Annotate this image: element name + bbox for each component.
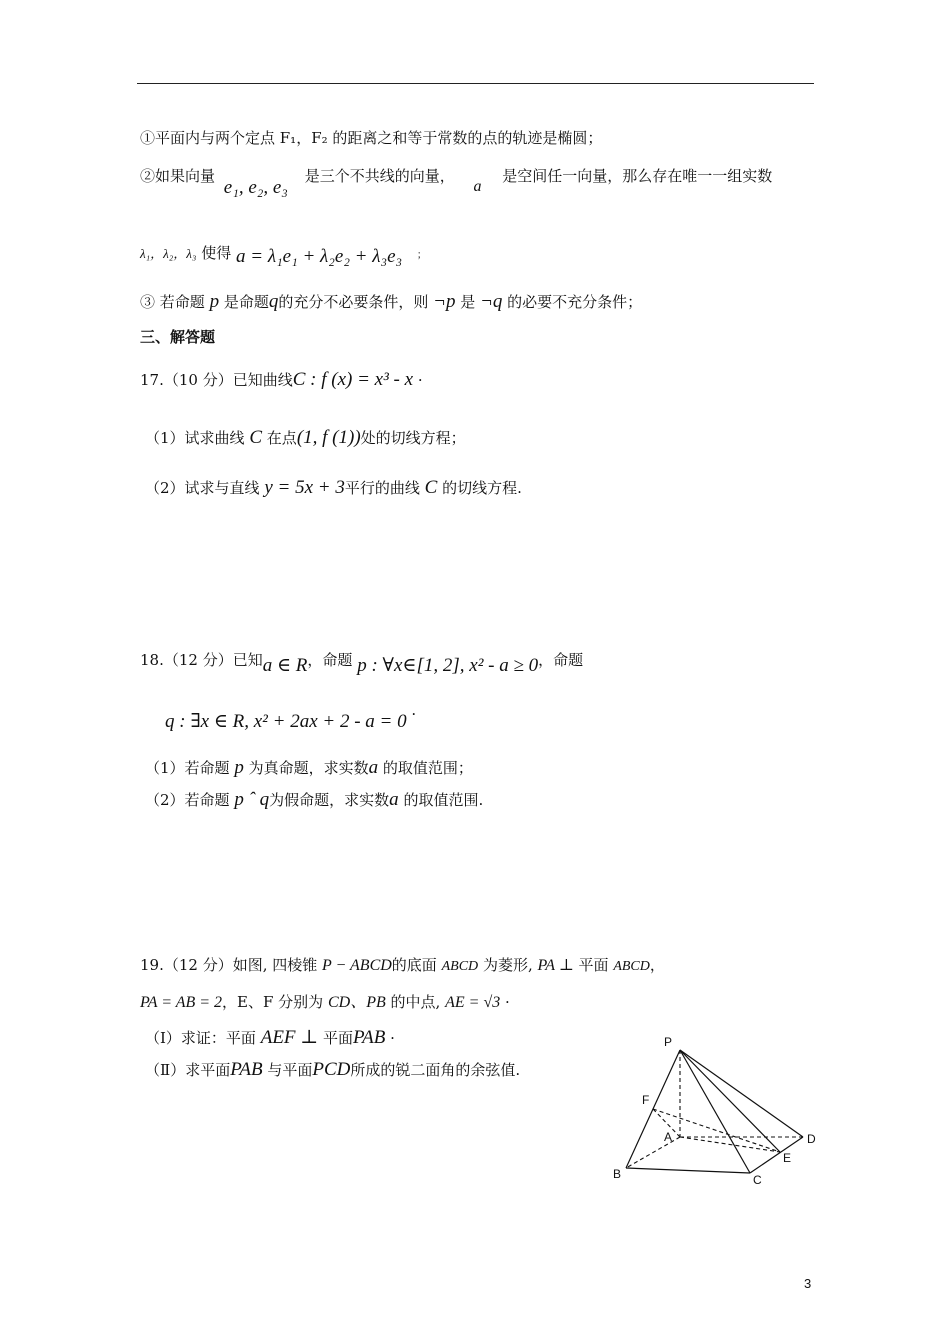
label-p: P <box>664 1035 673 1049</box>
pyramid-figure <box>608 1030 828 1190</box>
problem-18-stem: 18.（12 分）已知a ∈ R，命题 p : ∀x∈[1, 2], x² - a ≥ 0，命题 <box>140 651 584 676</box>
label-d: D <box>807 1132 816 1146</box>
problem-19-conditions: PA = AB = 2，E、F 分别为 CD、PB 的中点, AE = √3 · <box>140 993 510 1011</box>
statement-2: ②如果向量 e₁, e₂, e₃ 是三个不共线的向量， a 是空间任一向量，那么存在唯一一组实数 <box>140 167 773 198</box>
proposition-q-line: q : ∃x ∈ R, x² + 2ax + 2 - a = 0 · <box>165 705 417 732</box>
label-a: A <box>664 1130 673 1144</box>
tangent-point: (1, f (1)) <box>296 427 361 448</box>
vectors-e1-e2-e3: e₁, e₂, e₃ <box>223 177 288 198</box>
parallel-line: y = 5x + 3 <box>264 477 345 498</box>
linear-combination: a = λ₁e₁ + λ₂e₂ + λ₃e₃ <box>236 246 403 267</box>
problem-18-part-2: （2）若命题 p ˆ q为假命题，求实数a 的取值范围. <box>145 789 484 810</box>
edge-bc <box>626 1168 750 1173</box>
proposition-p: p : ∀x∈[1, 2], x² - a ≥ 0 <box>357 655 539 676</box>
segment-ae <box>680 1137 780 1152</box>
statement-3: ③ 若命题 p 是命题q的充分不必要条件，则 ¬p 是 ¬q 的必要不充分条件； <box>140 291 643 312</box>
proposition-q: q : ∃x ∈ R, x² + 2ax + 2 - a = 0 <box>165 711 407 732</box>
problem-19-part-1: （Ⅰ）求证：平面 AEF ⊥ 平面PAB · <box>145 1027 395 1048</box>
edge-cd <box>750 1137 803 1173</box>
header-rule <box>137 83 814 84</box>
lambda-list: λ₁，λ₂，λ₃ <box>140 246 197 261</box>
label-c: C <box>753 1173 762 1187</box>
page-number: 3 <box>804 1276 812 1291</box>
problem-19-stem: 19.（12 分）如图, 四棱锥 P − ABCD的底面 ABCD 为菱形, PA ⊥ 平面 ABCD， <box>140 956 665 974</box>
vector-a: a <box>473 178 482 195</box>
problem-17-part-2: （2）试求与直线 y = 5x + 3平行的曲线 C 的切线方程. <box>145 477 522 498</box>
edge-pd <box>680 1050 803 1137</box>
label-e: E <box>783 1151 792 1165</box>
statement-2-continued: λ₁，λ₂，λ₃ 使得 a = λ₁e₁ + λ₂e₂ + λ₃e₃ ； <box>140 244 427 267</box>
section-heading: 三、解答题 <box>140 328 216 346</box>
statement-1: ①平面内与两个定点 F₁，F₂ 的距离之和等于常数的点的轨迹是椭圆； <box>140 129 603 147</box>
curve-equation: C : f (x) = x³ - x <box>292 369 414 390</box>
problem-18-part-1: （1）若命题 p 为真命题，求实数a 的取值范围； <box>145 757 473 778</box>
label-b: B <box>613 1167 622 1181</box>
problem-17-stem: 17.（10 分）已知曲线C : f (x) = x³ - x · <box>140 369 423 390</box>
label-f: F <box>642 1093 650 1107</box>
segment-fe <box>653 1109 780 1152</box>
problem-19-part-2: （Ⅱ）求平面PAB 与平面PCD所成的锐二面角的余弦值. <box>145 1059 521 1080</box>
problem-17-part-1: （1）试求曲线 C 在点(1, f (1))处的切线方程； <box>145 427 466 448</box>
